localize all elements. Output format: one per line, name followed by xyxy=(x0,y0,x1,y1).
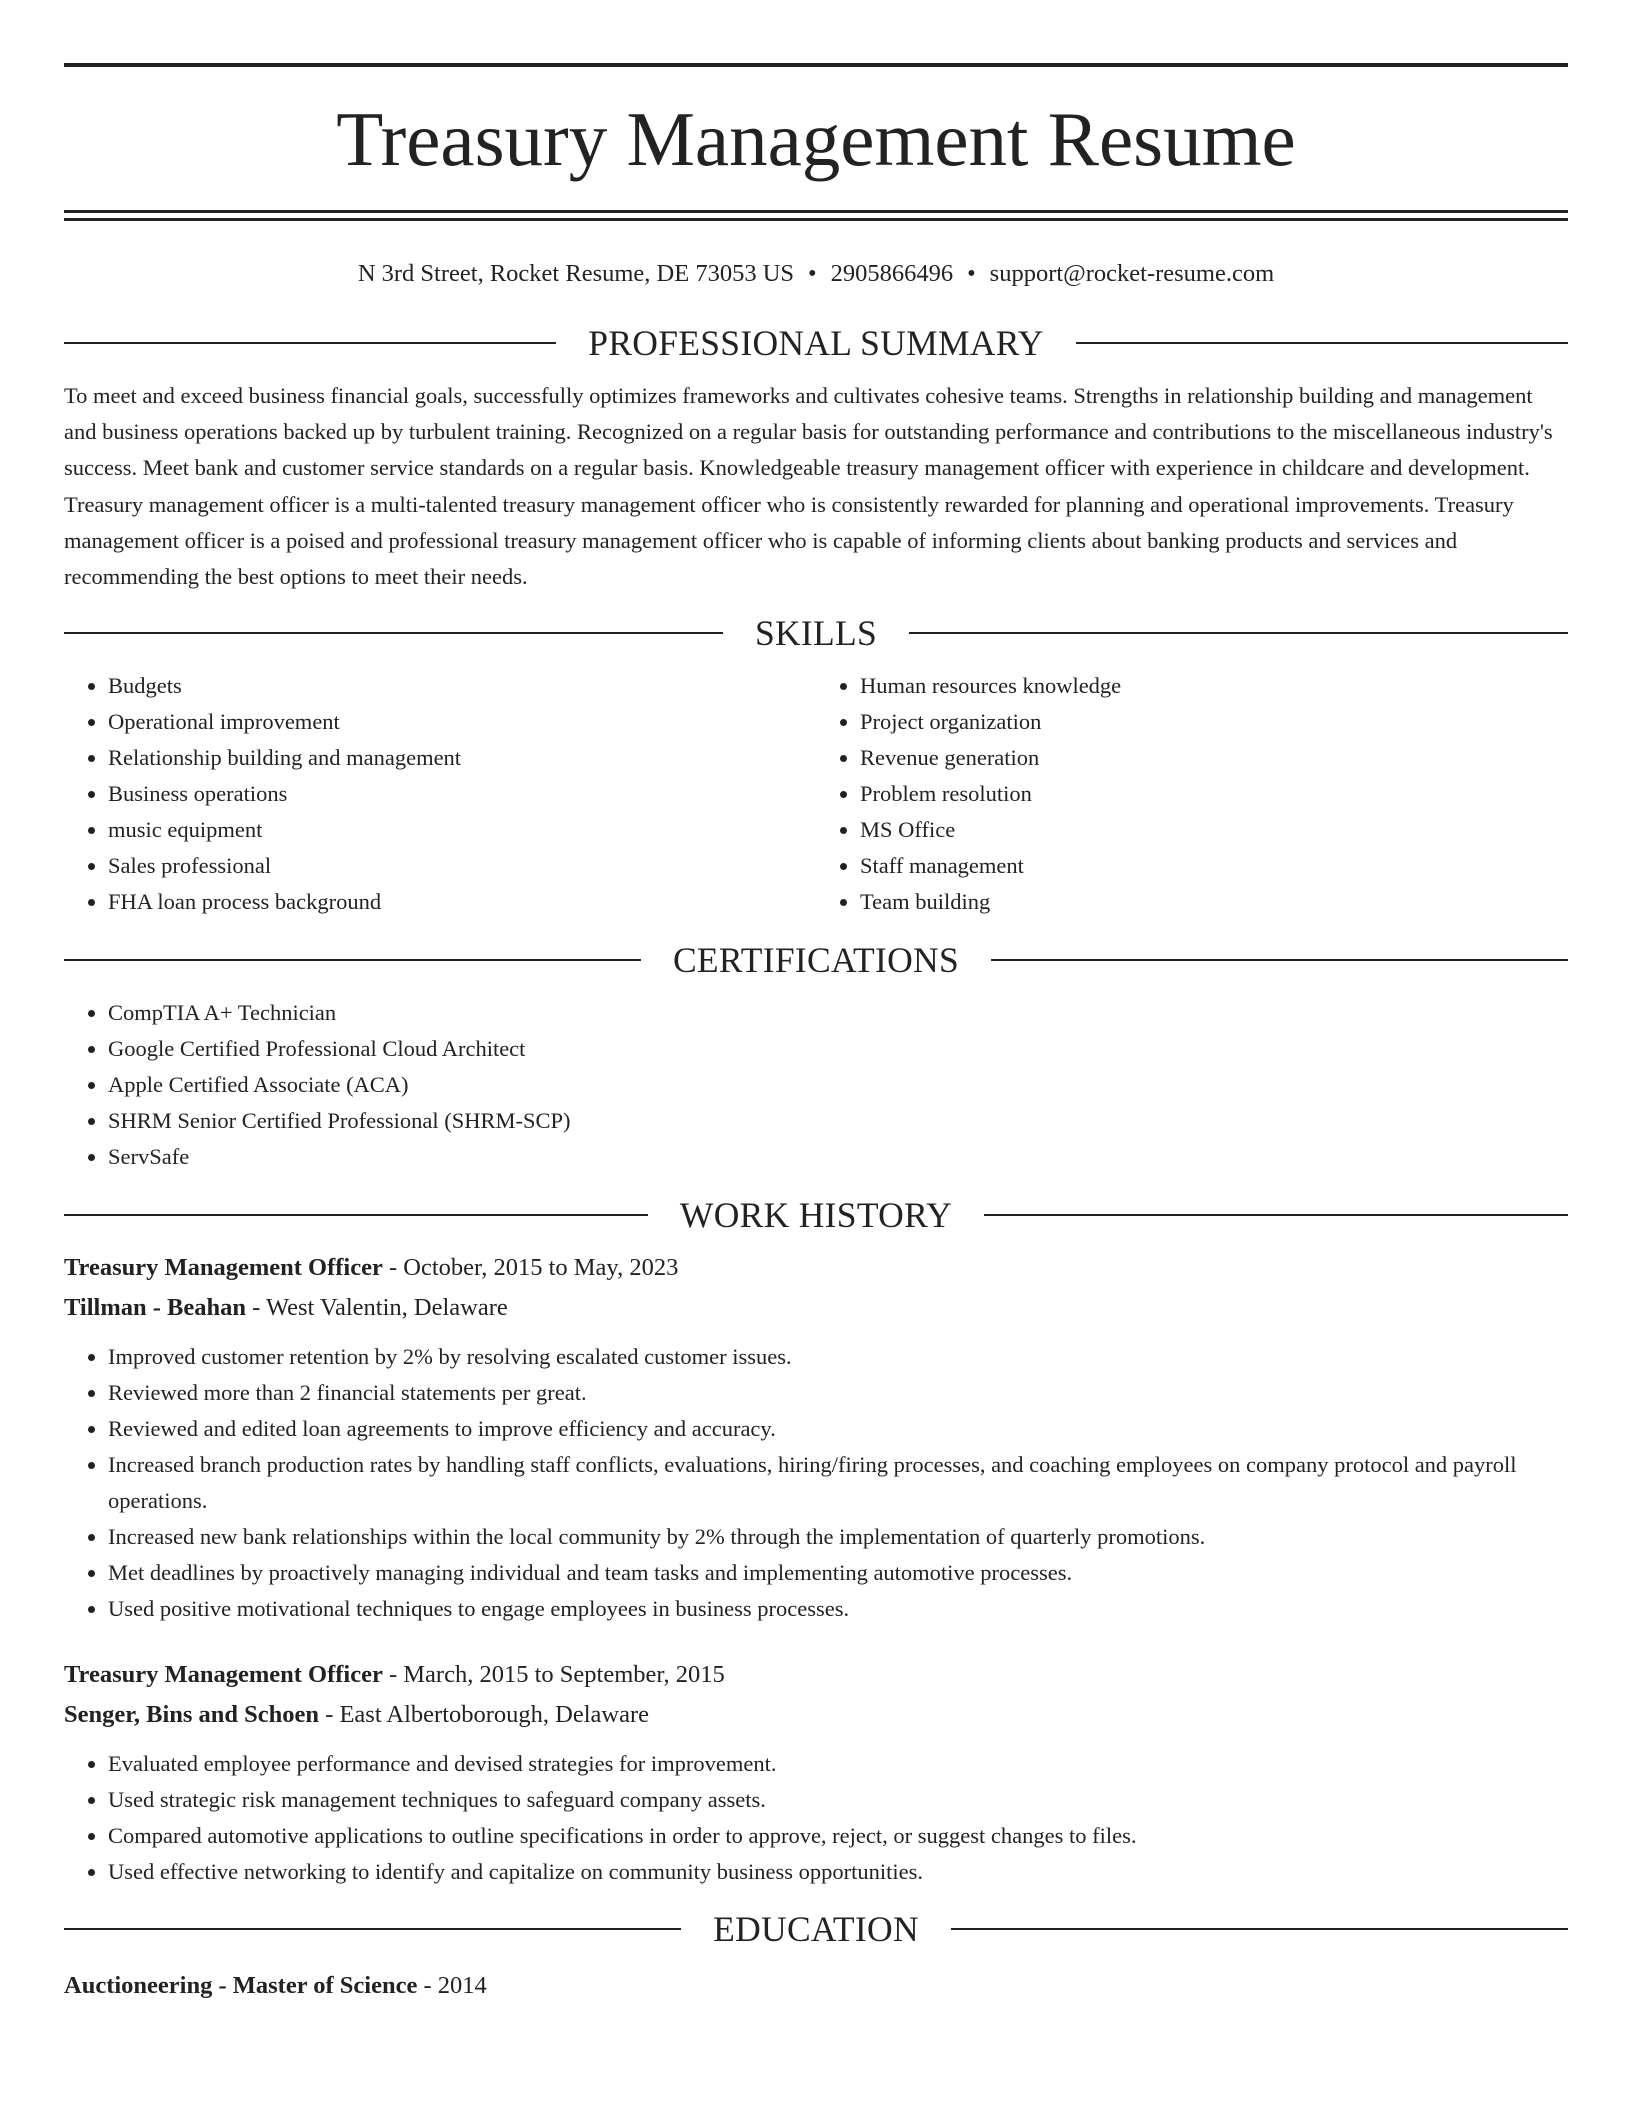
education-heading xyxy=(64,1904,1568,1954)
skill-item: • Sales professional xyxy=(108,848,816,884)
summary-heading-label: PROFESSIONAL SUMMARY xyxy=(588,323,1044,363)
job-title: Treasury Management Officer xyxy=(64,1661,383,1689)
job-bullet: • Increased branch production rates by handling staff conflicts, evaluations, hiring/firing processes, and coaching employees on company protocol and payroll operations. xyxy=(108,1447,1568,1519)
job-bullets xyxy=(64,1339,1568,1627)
top-rule xyxy=(64,63,1568,67)
job-company-line xyxy=(64,1695,1568,1735)
job-bullet: • Used positive motivational techniques to engage employees in business processes. xyxy=(108,1591,1568,1627)
certification-item: • Apple Certified Associate (ACA) xyxy=(108,1067,1568,1103)
resume-page xyxy=(64,0,1568,2006)
skills-list-right xyxy=(816,668,1568,920)
skill-item: • Relationship building and management xyxy=(108,740,816,776)
job-bullets xyxy=(64,1746,1568,1890)
heading-rule xyxy=(951,1928,1568,1930)
job-bullet: • Used strategic risk management techniques to safeguard company assets. xyxy=(108,1782,1568,1818)
job-dates: - October, 2015 to May, 2023 xyxy=(382,1254,679,1282)
job-entry xyxy=(64,1248,1568,1627)
skill-item: • Business operations xyxy=(108,776,816,812)
education-entry xyxy=(64,1966,1568,2006)
certifications-heading xyxy=(64,935,1568,985)
skill-item: • MS Office xyxy=(860,812,1568,848)
heading-rule xyxy=(64,959,641,961)
job-bullet: • Evaluated employee performance and devised strategies for improvement. xyxy=(108,1746,1568,1782)
job-bullet: • Used effective networking to identify and capitalize on community business opportunities. xyxy=(108,1854,1568,1890)
job-bullet: • Met deadlines by proactively managing individual and team tasks and implementing automotive processes. xyxy=(108,1555,1568,1591)
skill-item: • Project organization xyxy=(860,704,1568,740)
summary-heading xyxy=(64,318,1568,368)
education-year: - 2014 xyxy=(417,1972,487,2000)
contact-email: support@rocket-resume.com xyxy=(989,260,1275,287)
heading-rule xyxy=(1076,342,1568,344)
skill-item: • Revenue generation xyxy=(860,740,1568,776)
heading-rule xyxy=(984,1214,1568,1216)
heading-rule xyxy=(64,1214,648,1216)
skills-heading-label: SKILLS xyxy=(754,613,878,654)
skill-item: • Staff management xyxy=(860,848,1568,884)
heading-rule xyxy=(909,632,1568,634)
work-history-heading xyxy=(64,1190,1568,1240)
contact-separator: • xyxy=(808,260,817,287)
contact-line xyxy=(64,257,1568,291)
job-bullet: • Reviewed and edited loan agreements to improve efficiency and accuracy. xyxy=(108,1411,1568,1447)
skill-item: • Problem resolution xyxy=(860,776,1568,812)
job-location: - West Valentin, Delaware xyxy=(245,1294,508,1322)
job-entry xyxy=(64,1655,1568,1890)
job-bullet: • Improved customer retention by 2% by resolving escalated customer issues. xyxy=(108,1339,1568,1375)
job-company: Senger, Bins and Schoen xyxy=(64,1701,320,1729)
page-title: Treasury Management Resume xyxy=(336,96,1296,182)
job-company: Tillman - Beahan xyxy=(64,1294,246,1322)
certification-item: • Google Certified Professional Cloud Architect xyxy=(108,1031,1568,1067)
education-degree: Auctioneering - Master of Science xyxy=(64,1972,418,2000)
skill-item: • Budgets xyxy=(108,668,816,704)
job-company-line xyxy=(64,1288,1568,1328)
job-location: - East Albertoborough, Delaware xyxy=(319,1701,650,1729)
skill-item: • Human resources knowledge xyxy=(860,668,1568,704)
education-heading-label: EDUCATION xyxy=(713,1909,919,1950)
skills-heading xyxy=(64,608,1568,658)
contact-phone: 2905866496 xyxy=(830,260,954,287)
job-bullet: • Reviewed more than 2 financial statements per great. xyxy=(108,1375,1568,1411)
skill-item: • Operational improvement xyxy=(108,704,816,740)
heading-rule xyxy=(991,959,1568,961)
certification-item: • CompTIA A+ Technician xyxy=(108,995,1568,1031)
job-dates: - March, 2015 to September, 2015 xyxy=(382,1661,725,1689)
heading-rule xyxy=(64,1928,681,1930)
skills-grid xyxy=(64,668,1568,920)
certification-item: • ServSafe xyxy=(108,1139,1568,1175)
skill-item: • FHA loan process background xyxy=(108,884,816,920)
title-double-rule xyxy=(64,210,1568,221)
certifications-list xyxy=(64,995,1568,1175)
skills-list-left xyxy=(64,668,816,920)
certifications-heading-label: CERTIFICATIONS xyxy=(672,940,960,981)
skill-item: • music equipment xyxy=(108,812,816,848)
job-title-line xyxy=(64,1248,1568,1288)
job-title: Treasury Management Officer xyxy=(64,1254,383,1282)
work-history-heading-label: WORK HISTORY xyxy=(679,1195,953,1236)
heading-rule xyxy=(64,342,556,344)
skill-item: • Team building xyxy=(860,884,1568,920)
job-bullet: • Compared automotive applications to outline specifications in order to approve, reject, or suggest changes to files. xyxy=(108,1818,1568,1854)
heading-rule xyxy=(64,632,723,634)
job-title-line xyxy=(64,1655,1568,1695)
certification-item: • SHRM Senior Certified Professional (SHRM-SCP) xyxy=(108,1103,1568,1139)
summary-text: To meet and exceed business financial goals, successfully optimizes frameworks and cultivates cohesive teams. Strengths in relationship building and management and business operations backed up by turbulent training. Recognized on a regular basis for outstanding performance and contributions to the miscellaneous industry's success. Meet bank and customer service standards on a regular basis. Knowledgeable treasury management officer with experience in childcare and development. Treasury management officer is a multi-talented treasury management officer who is consistently rewarded for planning and operational improvements. Treasury management officer is a poised and professional treasury management officer who is capable of informing clients about banking products and services and recommending the best options to meet their needs. xyxy=(64,383,1553,590)
contact-address: N 3rd Street, Rocket Resume, DE 73053 US xyxy=(357,260,795,287)
contact-separator: • xyxy=(967,260,976,287)
job-bullet: • Increased new bank relationships within the local community by 2% through the implementation of quarterly promotions. xyxy=(108,1519,1568,1555)
